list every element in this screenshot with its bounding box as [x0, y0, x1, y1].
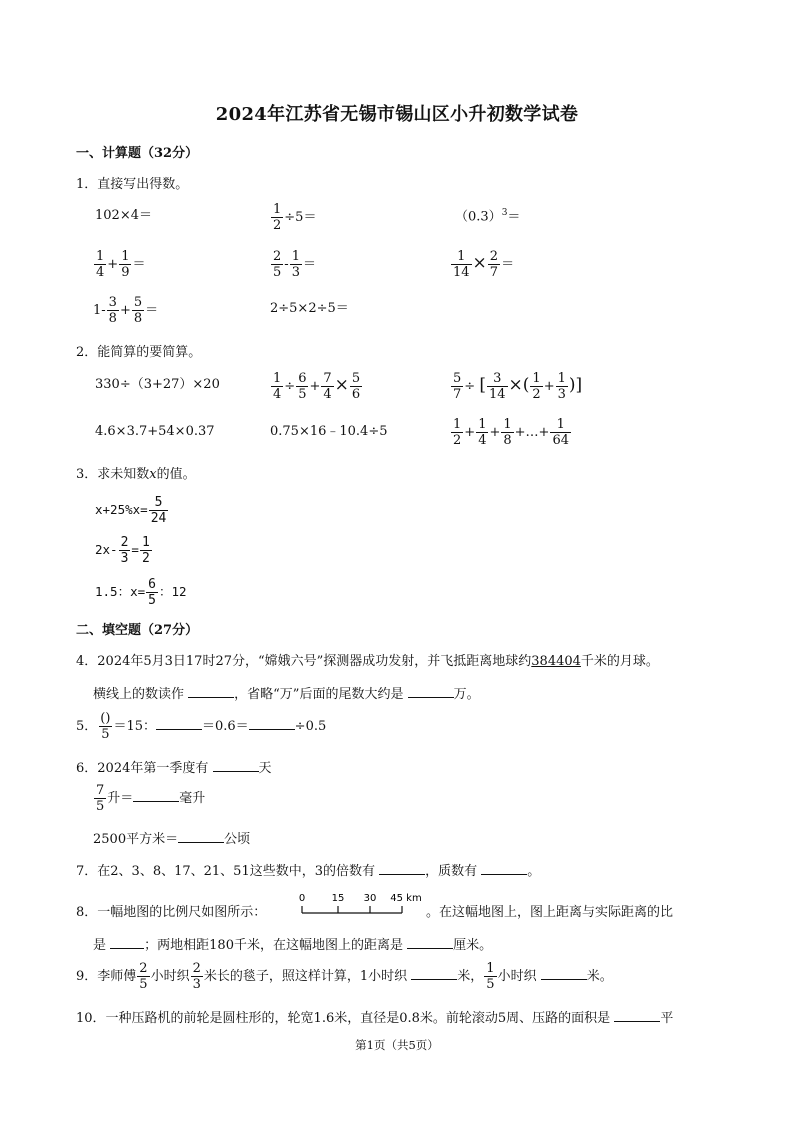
q1-b: $\frac{1}{2}$ ÷5＝ — [273, 202, 317, 233]
page-title: 2024年江苏省无锡市锡山区小升初数学试卷 — [215, 104, 579, 125]
q2-b: $\frac{1}{4}$ ÷ $\frac{6}{5}$ + $\frac{7}{4}$ × $\frac{5}{6}$ — [273, 371, 361, 402]
q10: 10．一种压路机的前轮是圆柱形的，轮宽1.6米，直径是0.8米。前轮滚动5周、压路的面积是 平 — [76, 1011, 674, 1026]
q3-eq3: 1.5：x= $\frac{6}{5}$ ：12 — [95, 577, 187, 608]
fraction: $\frac{1}{2}$ — [273, 202, 282, 233]
q3-label: 3．求未知数x的值。 — [76, 467, 196, 482]
q1-label: 1．直接写出得数。 — [76, 177, 189, 192]
q1-h: 2÷5×2÷5＝ — [270, 301, 349, 316]
q8-line1: 8．一幅地图的比例尺如图所示： — [76, 905, 267, 920]
q2-f: $\frac{1}{2}$ + $\frac{1}{4}$ + $\frac{1}{8}$ +…+ $\frac{1}{64}$ — [453, 417, 569, 448]
q6-a: 6．2024年第一季度有 天 — [76, 761, 272, 776]
q4-line1: 4．2024年5月3日17时27分，“嫦娥六号”探测器成功发射，并飞抵距离地球约384404千米的月球。 — [76, 654, 659, 669]
q5: 5． $\frac{()}{5}$ ＝15： ＝0.6＝ ÷0.5 — [76, 711, 327, 742]
section-heading-fill: 二、填空题（27分） — [76, 623, 199, 638]
q8-line2: 是 ；两地相距180千米，在这幅地图上的距离是 厘米。 — [93, 938, 493, 953]
scale-label-30: 30 — [363, 893, 377, 904]
q3-eq2: 2x- $\frac{2}{3}$ = $\frac{1}{2}$ — [95, 535, 150, 566]
q1-a: 102×4＝ — [95, 208, 152, 223]
page-footer: 第1页（共5页） — [355, 1038, 439, 1052]
q4-line2: 横线上的数读作 ，省略“万”后面的尾数大约是 万。 — [93, 687, 480, 702]
q2-label: 2．能简算的要简算。 — [76, 345, 202, 360]
q2-e: 0.75×16﹣10.4÷5 — [270, 424, 388, 439]
q8-line1-tail: 。在这幅地图上，图上距离与实际距离的比 — [426, 905, 674, 920]
q6-b: $\frac{7}{5}$ 升＝ 毫升 — [96, 783, 206, 814]
q2-d: 4.6×3.7+54×0.37 — [95, 424, 215, 439]
q9: 9．李师傅 $\frac{2}{5}$ 小时织 $\frac{2}{3}$ 米长的毯子，照这样计算，1小时织 米， $\frac{1}{5}$ 小时织 米。 — [76, 961, 613, 992]
scale-bar-figure — [298, 890, 424, 920]
q6-c: 2500平方米＝ 公顷 — [93, 832, 251, 847]
q1-c: $(0.3)^3=$ — [455, 208, 521, 225]
scale-label-15: 15 — [331, 893, 345, 904]
q1-g: 1- $\frac{3}{8}$ + $\frac{5}{8}$ ＝ — [93, 295, 159, 326]
q3-eq1: x+25%x= $\frac{5}{24}$ — [95, 495, 167, 526]
section-heading-calc: 一、计算题（32分） — [76, 146, 199, 161]
q1-e: $\frac{2}{5}$ - $\frac{1}{3}$ ＝ — [273, 249, 316, 280]
scale-label-45: 45 km — [390, 893, 422, 904]
q1-f: $\frac{1}{14}$ × $\frac{2}{7}$ ＝ — [453, 249, 515, 280]
q1-d: $\frac{1}{4}$ + $\frac{1}{9}$ ＝ — [96, 249, 146, 280]
q2-a: 330÷（3+27）×20 — [95, 377, 220, 392]
q2-c: $\frac{5}{7}$ ÷ [ $\frac{3}{14}$ ×( $\frac{1}{2}$ + $\frac{1}{3}$ )] — [453, 371, 583, 402]
scale-label-0: 0 — [298, 893, 306, 904]
q7: 7．在2、3、8、17、21、51这些数中，3的倍数有 ，质数有 。 — [76, 864, 541, 879]
